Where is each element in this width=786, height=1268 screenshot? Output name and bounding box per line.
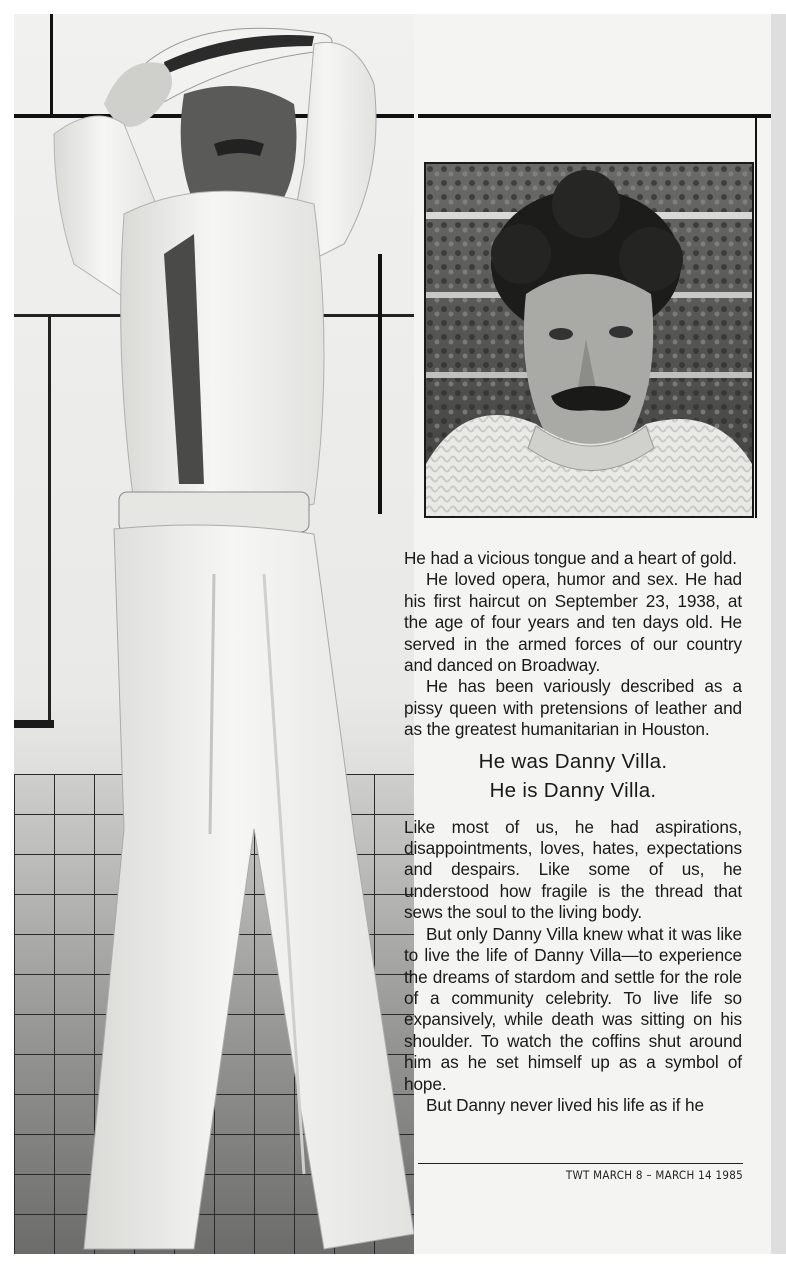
paragraph-1: He had a vicious tongue and a heart of gold. — [404, 548, 737, 568]
page-binding-edge — [771, 14, 786, 1254]
photo-portrait-danny-villa — [424, 162, 754, 518]
pull-quote-line-2: He is Danny Villa. — [489, 778, 657, 802]
paragraph-6: But Danny never lived his life as if he — [426, 1094, 704, 1115]
paragraph-4: Like most of us, he had aspirations, disappointments, loves, hates, expectations and despairs. Like some of us, he understood how fragile is the thread that sews the soul to the living body. — [404, 816, 742, 923]
paragraph-2: He loved opera, humor and sex. He had his first haircut on September 23, 1938, at the age of four years and ten days old. He served in the armed forces of our country and danced on Broadway. — [404, 569, 742, 676]
pull-quote-line-1: He was Danny Villa. — [478, 749, 668, 773]
photo-man-in-white-suit — [14, 14, 414, 1254]
article-text — [404, 548, 742, 1116]
paragraph-5: But only Danny Villa knew what it was like to live the life of Danny Villa—to experience the dreams of stardom and settle for the role of a community celebrity. To live life so expansively, while death was sitting on his shoulder. To watch the coffins shut around him as he set himself up as a symbol of hope. — [404, 923, 742, 1094]
issue-footer: TWT MARCH 8 – MARCH 14 1985 — [565, 1168, 743, 1182]
footer-rule — [418, 1163, 743, 1164]
top-rule — [418, 114, 771, 118]
pull-quote — [404, 747, 742, 805]
right-rule — [755, 118, 757, 518]
paragraph-3: He has been variously described as a pissy queen with pretensions of leather and as the greatest humanitarian in Houston. — [404, 676, 742, 740]
